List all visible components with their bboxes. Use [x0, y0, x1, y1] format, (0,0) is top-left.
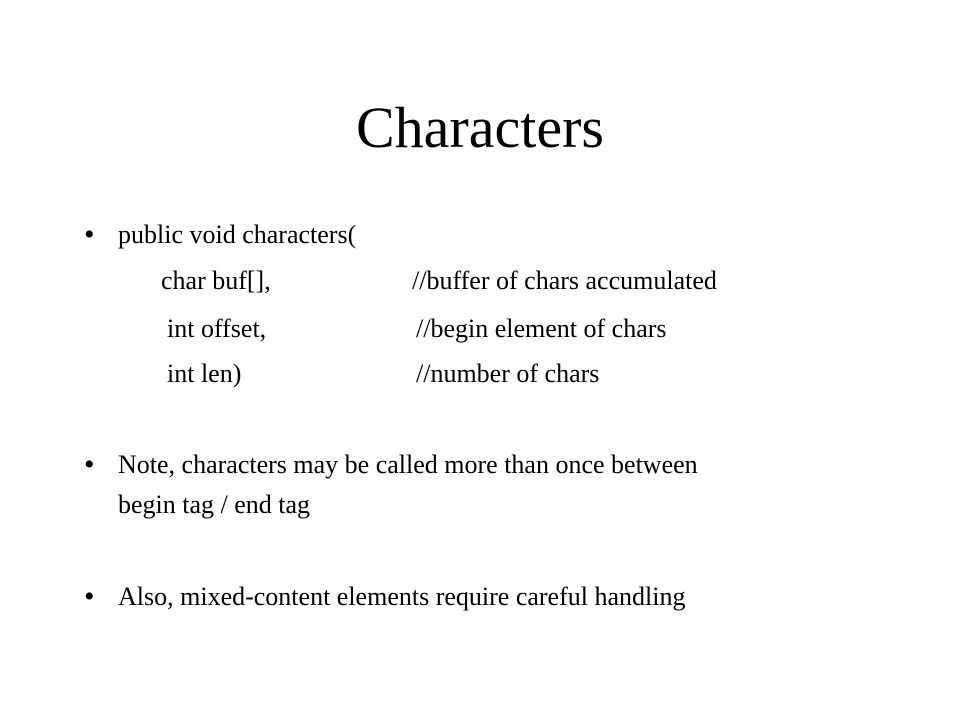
- bullet-text-note-line-1: Note, characters may be called more than once between: [118, 450, 698, 479]
- param-comment-len: //number of chars: [416, 359, 600, 388]
- slide-title: Characters: [356, 95, 604, 160]
- bullet-marker: •: [84, 448, 95, 481]
- param-code-len: int len): [167, 359, 242, 388]
- bullet-text-method-signature: public void characters(: [118, 220, 357, 249]
- param-code-buf: char buf[],: [161, 266, 271, 295]
- bullet-text-note-line-2: begin tag / end tag: [118, 490, 311, 519]
- bullet-marker: •: [84, 218, 95, 251]
- bullet-marker: •: [84, 580, 95, 613]
- bullet-text-mixed-content: Also, mixed-content elements require careful handling: [118, 582, 686, 611]
- param-code-offset: int offset,: [167, 314, 267, 343]
- param-comment-offset: //begin element of chars: [416, 314, 667, 343]
- param-comment-buf: //buffer of chars accumulated: [412, 266, 717, 295]
